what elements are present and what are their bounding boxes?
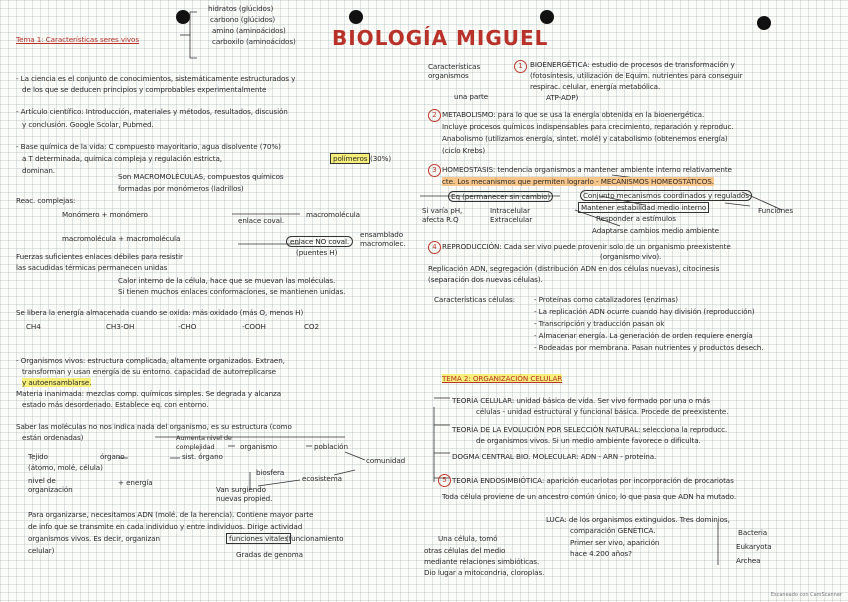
section-number: 1 — [514, 60, 527, 73]
text-line: mediante relaciones simbióticas. — [424, 557, 540, 566]
text-line: (separación dos nuevas células). — [428, 275, 543, 284]
text-line: a T determinada, química compleja y regulación estricta, — [22, 154, 222, 163]
tema-1-heading: Tema 1: Características seres vivos — [16, 35, 139, 44]
text-line: (átomo, molé, célula) — [28, 463, 103, 472]
text-line: Son MACROMOLÉCULAS, compuestos químicos — [118, 172, 284, 181]
text-line: Para organizarse, necesitamos ADN (molé. de la herencia). Contiene mayor parte — [28, 510, 314, 519]
text-line: (30%) — [370, 154, 392, 163]
text-line: estado más desordenado. Establece eq. con entorno. — [22, 400, 209, 409]
text-line: Materia inanimada: mezclas comp. químicos simples. Se degrada y alcanza — [16, 389, 282, 398]
text-line: de info que se transmite en cada individuo y entre individuos. Dirige actividad — [28, 522, 303, 531]
level-item: organismo — [240, 442, 277, 451]
text-line: Dio lugar a mitocondria, cloroplas. — [424, 568, 545, 577]
text-line: + energía — [118, 478, 153, 487]
text-line: celular) — [28, 546, 55, 555]
list-item: - Rodeadas por membrana. Pasan nutrientes y productos desech. — [534, 343, 764, 352]
text-line: nivel de organización — [28, 476, 73, 494]
text-line: TEORÍA CELULAR: unidad básica de vida. Ser vivo formado por una o más — [452, 396, 711, 405]
level-item: biosfera — [256, 468, 285, 477]
level-item: comunidad — [366, 456, 406, 465]
funciones-vitales-box: funciones vitales — [226, 533, 291, 544]
section-number: 3 — [428, 164, 441, 177]
polimeros-highlight: polímeros — [330, 153, 370, 164]
level-item: Tejido — [28, 452, 48, 461]
text-line: REPRODUCCIÓN: Cada ser vivo puede provenir solo de un organismo preexistente — [442, 242, 731, 251]
text-line: Incluye procesos químicos indispensables para crecimiento, reparación y reproduc. — [442, 122, 734, 131]
chem-formula: CO2 — [304, 322, 319, 331]
text-line: Eq (permanecer sin cambio) — [448, 191, 553, 202]
text-line: de organismos vivos. Si un medio ambiente favorece o dificulta. — [476, 436, 701, 445]
text-line: TEORÍA DE LA EVOLUCIÓN POR SELECCIÓN NATURAL: selecciona la reproducc. — [452, 425, 728, 434]
list-item: - Proteínas como catalizadores (enzimas) — [534, 295, 679, 304]
text-line: Replicación ADN, segregación (distribución ADN en dos células nuevas), citocinesis — [428, 264, 720, 273]
text-line: cte. Los mecanismos que permiten lograrlo - MECANISMOS HOMEOSTÁTICOS. — [442, 177, 714, 186]
text-line: respirac. celular, energía metabólica. — [530, 82, 661, 91]
text-line: Características células: — [434, 295, 515, 304]
text-line: LUCA: de los organismos extinguidos. Tres dominios, — [546, 515, 730, 524]
bracket-item: hidratos (glúcidos) — [208, 4, 274, 13]
text-line: Si varía pH, afecta R.Q — [422, 206, 463, 224]
section-number: 2 — [428, 109, 441, 122]
level-item: población — [314, 442, 348, 451]
text-line: macromolécula + macromolécula — [62, 234, 181, 243]
bracket-item: carboxilo (aminoácidos) — [212, 37, 296, 46]
text-line: organismos vivos. Es decir, organizan — [28, 534, 160, 543]
level-item: órgano — [100, 452, 125, 461]
text-line: - Organismos vivos: estructura complicada, altamente organizados. Extraen, — [16, 356, 285, 365]
list-item: - Transcripción y traducción pasan ok — [534, 319, 665, 328]
text-line: HOMEOSTASIS: tendencia organismos a mantener ambiente interno relativamente — [442, 165, 732, 174]
text-line: - La ciencia es el conjunto de conocimientos, sistemáticamente estructurados y — [16, 74, 296, 83]
text-line: Calor interno de la célula, hace que se muevan las moléculas. — [118, 276, 336, 285]
scanner-watermark: Escaneado con CamScanner — [770, 592, 842, 598]
domain-item: Archea — [736, 556, 761, 565]
text-line: - Base química de la vida: C compuesto mayoritario, agua disolvente (70%) — [16, 142, 281, 151]
text-line: (funcionamiento — [286, 534, 344, 543]
text-line: (puentes H) — [296, 248, 338, 257]
text-line: Mantener estabilidad medio interno — [578, 202, 709, 213]
text-line: comparación GENÉTICA. — [570, 526, 656, 535]
text-line: están ordenadas) — [22, 433, 84, 442]
text-line: de los que se deducen principios y comprobables experimentalmente — [22, 85, 267, 94]
text-line: transforman y usan energía de su entorno. capacidad de autorreplicarse — [22, 367, 276, 376]
list-item: - Almacenar energía. La generación de orden requiere energía — [534, 331, 753, 340]
text-line: Reac. complejas: — [16, 196, 76, 205]
text-line: Saber las moléculas no nos indica nada del organismo, es su estructura (como — [16, 422, 292, 431]
text-line: (ciclo Krebs) — [442, 146, 486, 155]
level-item: ecosistema — [302, 474, 342, 483]
binder-hole-2 — [349, 10, 363, 24]
text-line: - Artículo científico: Introducción, materiales y métodos, resultados, discusión — [16, 107, 288, 116]
text-line: Primer ser vivo, aparición — [570, 538, 660, 547]
text-line: DOGMA CENTRAL BIO. MOLECULAR: ADN - ARN - proteína. — [452, 452, 657, 461]
text-line: Responder a estímulos — [596, 214, 676, 223]
domain-item: Eukaryota — [736, 542, 772, 551]
chem-formula: -CHO — [178, 322, 197, 331]
section-number: 4 — [428, 241, 441, 254]
section-number: 5 — [438, 474, 451, 487]
text-line: Aumenta nivel de complejidad — [176, 434, 232, 451]
chem-formula: CH3-OH — [106, 322, 135, 331]
binder-hole-3 — [540, 10, 554, 24]
text-line: Intracelular Extracelular — [490, 206, 533, 224]
binder-hole-1 — [176, 10, 190, 24]
chem-formula: -COOH — [242, 322, 266, 331]
text-line: hace 4.200 años? — [570, 549, 632, 558]
page-title: BIOLOGÍA MIGUEL — [332, 26, 549, 50]
text-line: células - unidad estructural y funcional básica. Procede de preexistente. — [476, 407, 729, 416]
text-line: BIOENERGÉTICA: estudio de procesos de transformación y — [530, 60, 735, 69]
bracket-item: carbono (glúcidos) — [210, 15, 276, 24]
text-line: Se libera la energía almacenada cuando se oxida: más oxidado (más O, menos H) — [16, 308, 304, 317]
text-line: Gradas de genoma — [236, 550, 303, 559]
text-line: (organismo vivo). — [600, 252, 662, 261]
text-line: Fuerzas suficientes enlaces débiles para resistir — [16, 252, 183, 261]
text-line: una parte — [454, 92, 489, 101]
text-line: las sacudidas térmicas permanecen unidas — [16, 263, 168, 272]
domain-item: Bacteria — [738, 528, 768, 537]
text-line: Características organismos — [428, 62, 481, 80]
text-line: Van surgiendo nuevas propied. — [216, 485, 273, 503]
level-item: sist. órgano — [182, 452, 223, 461]
binder-hole-4 — [757, 16, 771, 30]
text-line: Toda célula proviene de un ancestro común único, lo que pasa que ADN ha mutado. — [442, 492, 737, 501]
bracket-item: amino (aminoácidos) — [212, 26, 286, 35]
text-line: Monómero + monómero — [62, 210, 148, 219]
list-item: - La replicación ADN ocurre cuando hay división (reproducción) — [534, 307, 755, 316]
text-line: ensamblado macromolec. — [360, 230, 406, 248]
text-line: TEORÍA ENDOSIMBIÓTICA: aparición eucariotas por incorporación de procariotas — [452, 476, 734, 485]
text-line: Adaptarse cambios medio ambiente — [592, 226, 719, 235]
text-line: ATP-ADP) — [546, 93, 579, 102]
text-line: dominan. — [22, 166, 55, 175]
text-line: (fotosíntesis, utilización de Equim. nutrientes para conseguir — [530, 71, 743, 80]
text-line: formadas por monómeros (ladrillos) — [118, 184, 244, 193]
text-line: Una célula, tomó — [438, 534, 498, 543]
text-line: Si tienen muchos enlaces conformaciones, se mantienen unidas. — [118, 287, 346, 296]
text-line: Anabolismo (utilizamos energía, sintet. molé) y catabolismo (obtenemos energía) — [442, 134, 728, 143]
chem-formula: CH4 — [26, 322, 41, 331]
text-line: macromolécula — [306, 210, 360, 219]
text-line: Conjunto mecanismos coordinados y regulados — [580, 190, 752, 201]
text-line: otras células del medio — [424, 546, 506, 555]
text-line: enlace coval. — [238, 216, 285, 225]
text-line: enlace NO coval. — [286, 236, 353, 247]
text-line: y autoensamblarse. — [22, 378, 92, 387]
text-line: y conclusión. Google Scolar, Pubmed. — [22, 120, 154, 129]
tema-2-heading: TEMA 2: ORGANIZACIÓN CELULAR — [442, 374, 563, 383]
text-line: METABOLISMO: para lo que se usa la energía obtenida en la bioenergética. — [442, 110, 705, 119]
text-line: Funciones — [758, 206, 794, 215]
